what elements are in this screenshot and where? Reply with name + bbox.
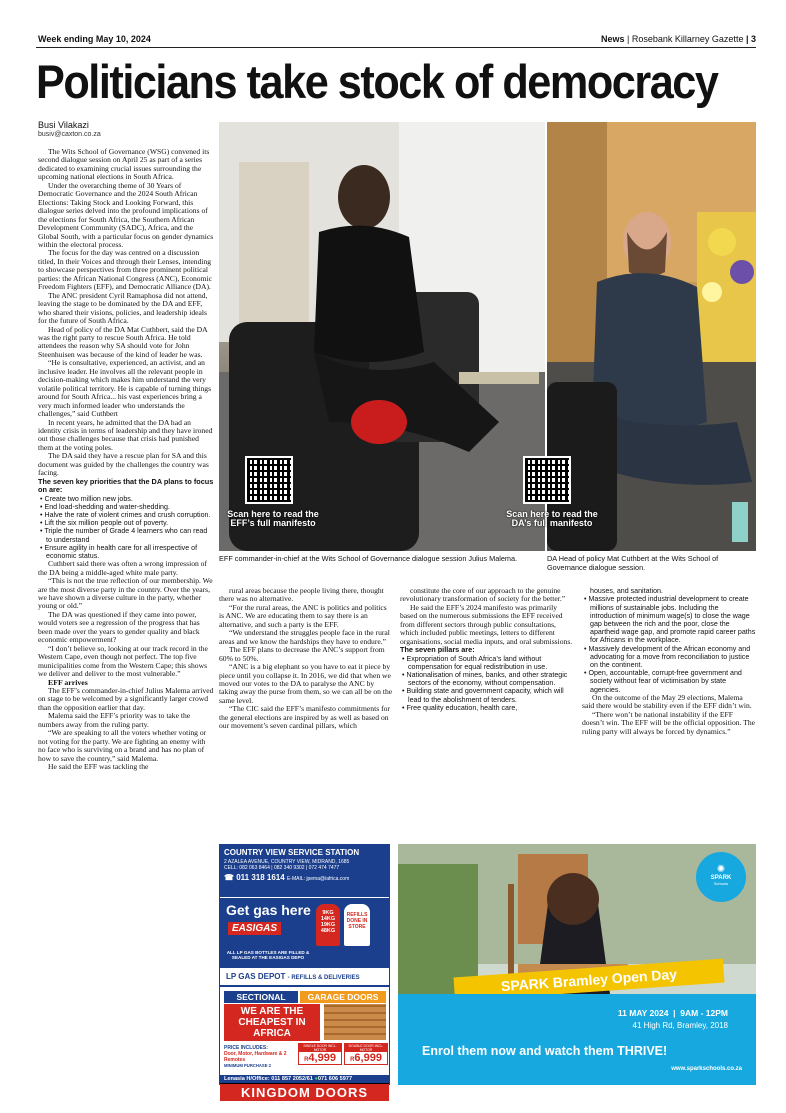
paragraph: “ANC is a big elephant so you have to eat it piece by piece until you collapse it. In 2016, we did that when we moved our votes to the DA to paralyse the ANC by taking away the purse from them, so we can all be on the same level. bbox=[219, 662, 393, 705]
single-price-value: 4,999 bbox=[308, 1052, 336, 1064]
gas-station-name: COUNTRY VIEW SERVICE STATION bbox=[224, 848, 360, 857]
open-day-banner: SPARK Bramley Open Day bbox=[453, 959, 724, 1002]
photo-malema bbox=[219, 122, 545, 551]
photo-caption-cuthbert: DA Head of policy Mat Cuthbert at the Wits School of Governance dialogue session. bbox=[547, 554, 719, 572]
section-name: News bbox=[601, 34, 625, 44]
double-door-label: DOUBLE DOOR INCL. MOTOR bbox=[345, 1044, 387, 1052]
whatsapp-icon: ● bbox=[314, 1076, 318, 1082]
page-number: | 3 bbox=[745, 34, 756, 44]
double-price-value: 6,999 bbox=[354, 1052, 382, 1064]
dA-priorities-heading: The seven key priorities that the DA plans to focus on are: bbox=[38, 476, 214, 495]
paragraph: “I don’t believe so, looking at our track record in the Western Cape, even though not perfect. The top five municipalities come from the Western Cape; this shows we deliver and deliver to the most vulnerable.” bbox=[38, 643, 208, 679]
paragraph: The EFF plans to decrease the ANC’s support from 60% to 50%. bbox=[219, 645, 385, 663]
price-includes bbox=[224, 1045, 294, 1069]
gas-bottle-sizes: 9KG 14KG 19KG 48KG bbox=[316, 904, 340, 946]
bullet-item: • Expropriation of South Africa’s land without compensation for equal redistribution in use. bbox=[400, 655, 575, 671]
phone-icon: ☎ bbox=[224, 873, 234, 882]
paragraph: The Wits School of Governance (WSG) convened its second dialogue session on April 25 as part of a series dedicated to examining crucial issues surrounding the upcoming national elections in South Africa. bbox=[38, 147, 210, 182]
bullet-item: • Ensure agility in health care for all irrespective of economic status. bbox=[38, 544, 214, 560]
paragraph: Under the overarching theme of 30 Years of Democratic Governance and the 2024 South African Elections: Taking Stock and Looking Forward, this dialogue series delved into the profound implications of the elections for South Africa, the Southern African Development Community (SADC), Africa, and the Global South, with a particular focus on gender dynamics within the electoral process. bbox=[38, 180, 214, 249]
paragraph: On the outcome of the May 29 elections, Malema said there would be stability even if the EFF didn’t win. bbox=[582, 692, 752, 711]
bullet-item: • Create two million new jobs. bbox=[38, 495, 214, 503]
paragraph: In recent years, he admitted that the DA had an identity crisis in terms of leadership and they have ironed out those challenges because that crisis had punished them at the voting poles. bbox=[38, 417, 213, 452]
depot-label: LP GAS DEPOT bbox=[226, 972, 286, 981]
single-door-label: SINGLE DOOR INCL. MOTOR bbox=[299, 1044, 341, 1052]
qr-code-eff[interactable] bbox=[245, 456, 293, 504]
kingdom-doors-logo: KINGDOM DOORS bbox=[220, 1083, 389, 1101]
paragraph: Cuthbert said there was often a wrong impression of the DA being a middle-aged white male party. bbox=[38, 559, 208, 577]
bullet-item: • Free quality education, health care, bbox=[400, 704, 575, 712]
paragraph: He said the EFF was tackling the bbox=[48, 762, 149, 772]
spark-logo-sub: Schools bbox=[713, 881, 729, 886]
price-includes-items: Door, Motor, Hardware & 2 Remotes bbox=[224, 1051, 287, 1063]
pillar-continuation: houses, and sanitation. bbox=[590, 587, 663, 595]
publication-name: | Rosebank Killarney Gazette bbox=[627, 34, 744, 44]
cuthbert-photo-illustration bbox=[547, 122, 756, 551]
gas-station-tel[interactable]: 011 318 1614 bbox=[236, 873, 285, 882]
gas-station-cells: CELL: 082 063 8464 | 082 340 9302 | 072 474 7477 bbox=[224, 865, 340, 871]
gas-ad-body bbox=[220, 898, 389, 968]
double-door-price bbox=[344, 1043, 388, 1065]
gas-station-address: 2 AZALEA AVENUE, COUNTRY VIEW, MIDRAND, 1685 bbox=[224, 859, 350, 865]
sectional-label: SECTIONAL bbox=[224, 991, 298, 1003]
garage-door-image bbox=[324, 1004, 386, 1040]
author-email[interactable]: busiv@caxton.co.za bbox=[38, 131, 101, 138]
bullet-item: • Nationalisation of mines, banks, and other strategic sectors of the economy, without compensation. bbox=[400, 671, 575, 687]
paragraph: The EFF’s commander-in-chief Julius Malema arrived on stage to be welcomed by a significantly larger crowd than the opposition earlier that day. bbox=[38, 686, 214, 712]
eff-arrives-subhead: EFF arrives bbox=[48, 677, 88, 687]
headline: Politicians take stock of democracy bbox=[36, 55, 718, 108]
article-column-1 bbox=[38, 148, 214, 1088]
page-header bbox=[36, 34, 756, 48]
spark-url[interactable]: www.sparkschools.co.za bbox=[671, 1066, 742, 1072]
depot-sub: - REFILLS & DELIVERIES bbox=[287, 975, 360, 981]
photo-cuthbert bbox=[506, 122, 756, 551]
bullet-item: • Lift the six million people out of poverty. bbox=[38, 519, 214, 527]
garage-doors-label: GARAGE DOORS bbox=[300, 991, 386, 1003]
spark-info-panel bbox=[398, 994, 756, 1085]
byline: Busi Vilakazi bbox=[38, 120, 89, 130]
gas-note: ALL LP GAS BOTTLES ARE FILLED & SEALED AT THE EASIGAS DEPO bbox=[226, 950, 310, 960]
spark-cta: Enrol them now and watch them THRIVE! bbox=[422, 1044, 668, 1058]
ad-gas-and-doors[interactable] bbox=[219, 844, 390, 1100]
qr-code-da[interactable] bbox=[523, 456, 571, 504]
paragraph: The DA said they have a rescue plan for SA and this document was guided by the challenges the country was facing. bbox=[38, 451, 209, 478]
doors-whatsapp[interactable]: 071 606 5977 bbox=[317, 1076, 353, 1082]
doors-phone[interactable]: Lenasia H/Office: 011 857 2052/61 bbox=[224, 1076, 313, 1082]
eff-pillars-heading: The seven pillars are: bbox=[400, 645, 475, 655]
paragraph: “We are speaking to all the voters whether voting or not voting for the party. We are fighting an enemy with no face who is surviving on a brand and has no plan of how to save the country,” said Malema. bbox=[38, 728, 207, 763]
bullet-item: • Open, accountable, corrupt-free government and society without fear of victimisation by state agencies. bbox=[582, 669, 756, 694]
paragraph: “He is consultative, experienced, an activist, and an inclusive leader. He involves all the relevant people in decision-making which makes him understand the very volatile political territory. He is capable of turning things around for South Africa... his vast experiences bring a very much informed leader who understands the challenges,” said Cuthbert bbox=[38, 358, 212, 419]
issue-date: Week ending May 10, 2024 bbox=[38, 34, 151, 44]
paragraph: constitute the core of our approach to the genuine revolutionary transformation of society for the better.” bbox=[400, 586, 566, 604]
qr-label-da: Scan here to read the DA’s full manifesto bbox=[506, 509, 598, 528]
paragraph: rural areas because the people living there, thought there was no alternative. bbox=[219, 586, 384, 604]
paragraph: “For the rural areas, the ANC is politics and politics is ANC. We are educating them to say there is an alternative, and such a party is the EFF. bbox=[219, 602, 387, 629]
paragraph: “The CIC said the EFF’s manifesto commitments for the general elections are inspired by as well as based on our movement’s seven cardinal pillars, which bbox=[219, 704, 390, 731]
bullet-item: • Massive protected industrial development to create millions of sustainable jobs. Including the introduction of minimum wage(s) to close the wage gap between the rich and the poor, close the apartheid wage gap, and promote rapid career paths for Africans in the workplace. bbox=[582, 595, 756, 644]
paragraph: The focus for the day was centred on a discussion titled, In their Voices and through their Lenses, intending to showcase perspectives from three prominent political parties: the African National Congress (ANC), Economic Freedom Fighters (EFF), and Democratic Alliance (DA). bbox=[38, 248, 212, 292]
spark-address: 41 High Rd, Bramley, 2018 bbox=[632, 1021, 728, 1030]
section-label bbox=[601, 34, 756, 44]
article-column-2 bbox=[219, 587, 393, 839]
qr-label-eff: Scan here to read the EFF’s full manifesto bbox=[227, 509, 319, 528]
ad-spark-schools[interactable] bbox=[398, 844, 756, 1085]
laurel-icon: ✺ bbox=[716, 864, 726, 875]
price-includes-label: PRICE INCLUDES: bbox=[224, 1045, 268, 1051]
lp-gas-depot bbox=[220, 968, 389, 987]
bullet-item: • End load-shedding and water-shedding. bbox=[38, 503, 214, 511]
easigas-logo: EASIGAS bbox=[228, 922, 281, 935]
paragraph: “There won’t be national instability if the EFF doesn’t win. The EFF will be the official opposition. The ruling party will always be forced by dynamics.” bbox=[582, 709, 756, 736]
spark-logo bbox=[696, 852, 746, 902]
single-door-price bbox=[298, 1043, 342, 1065]
article-column-3 bbox=[400, 587, 575, 839]
bullet-item: • Triple the number of Grade 4 learners who can read to understand bbox=[38, 527, 214, 543]
photo-caption-malema: EFF commander-in-chief at the Wits School of Governance dialogue session Julius Malema. bbox=[219, 554, 518, 563]
cheapest-banner: WE ARE THE CHEAPEST IN AFRICA bbox=[224, 1004, 320, 1041]
paragraph: “We understand the struggles people face in the rural areas and we know the hardships they have to endure.” bbox=[219, 628, 390, 646]
bullet-item: • Massively development of the African economy and advocating for a move from reconciliation to justice on the continent. bbox=[582, 645, 756, 670]
bullet-item: • Building state and government capacity, which will lead to the abolishment of tenders. bbox=[400, 687, 575, 703]
header-rule bbox=[36, 47, 756, 48]
double-currency: R bbox=[350, 1057, 355, 1063]
minimum-purchase: MINIMUM PURCHASE 2 bbox=[224, 1063, 271, 1068]
paragraph: Malema said the EFF’s priority was to take the numbers away from the ruling party. bbox=[38, 711, 191, 729]
single-currency: R bbox=[304, 1057, 309, 1063]
refills-badge: REFILLS DONE IN STORE bbox=[344, 904, 370, 946]
paragraph: The ANC president Cyril Ramaphosa did not attend, leaving the stage to be dominated by the DA and EFF, who shared their visions, policies, and leadership ideals for the future of South Africa. bbox=[38, 290, 208, 326]
spark-logo-text: SPARK bbox=[710, 875, 732, 881]
doors-ad bbox=[220, 987, 389, 1075]
paragraph: The DA was questioned if they came into power, would voters see a regression of the progress that has been made over the years to gender quality and black economic empowerment? bbox=[38, 609, 200, 645]
open-day-date: 11 MAY 2024 | 9AM - 12PM bbox=[617, 1008, 728, 1018]
bullet-item: • Halve the rate of violent crimes and crush corruption. bbox=[38, 511, 214, 519]
doors-contact bbox=[220, 1075, 389, 1083]
article-column-4 bbox=[582, 587, 756, 839]
gas-station-email[interactable]: E-MAIL: jpema@iafrica.com bbox=[286, 876, 350, 882]
gas-ad-header bbox=[220, 845, 389, 897]
paragraph: Head of policy of the DA Mat Cuthbert, said the DA was the right party to rescue South Africa. He told attendees the reason why SA should vote for John Steenhuisen was because of the kind of leader he was. bbox=[38, 324, 208, 359]
paragraph: He said the EFF’s 2024 manifesto was primarily based on the numerous submissions the EFF received from different sectors through public consultations, which included public meetings, letters to different organisations, social media inputs, and oral submissions. bbox=[400, 602, 573, 646]
get-gas-heading: Get gas here bbox=[226, 902, 311, 918]
paragraph: “This is not the true reflection of our membership. We are the most diverse party in the country. Over the years, we have shown a diverse culture in the party, whether young or old.” bbox=[38, 576, 213, 611]
